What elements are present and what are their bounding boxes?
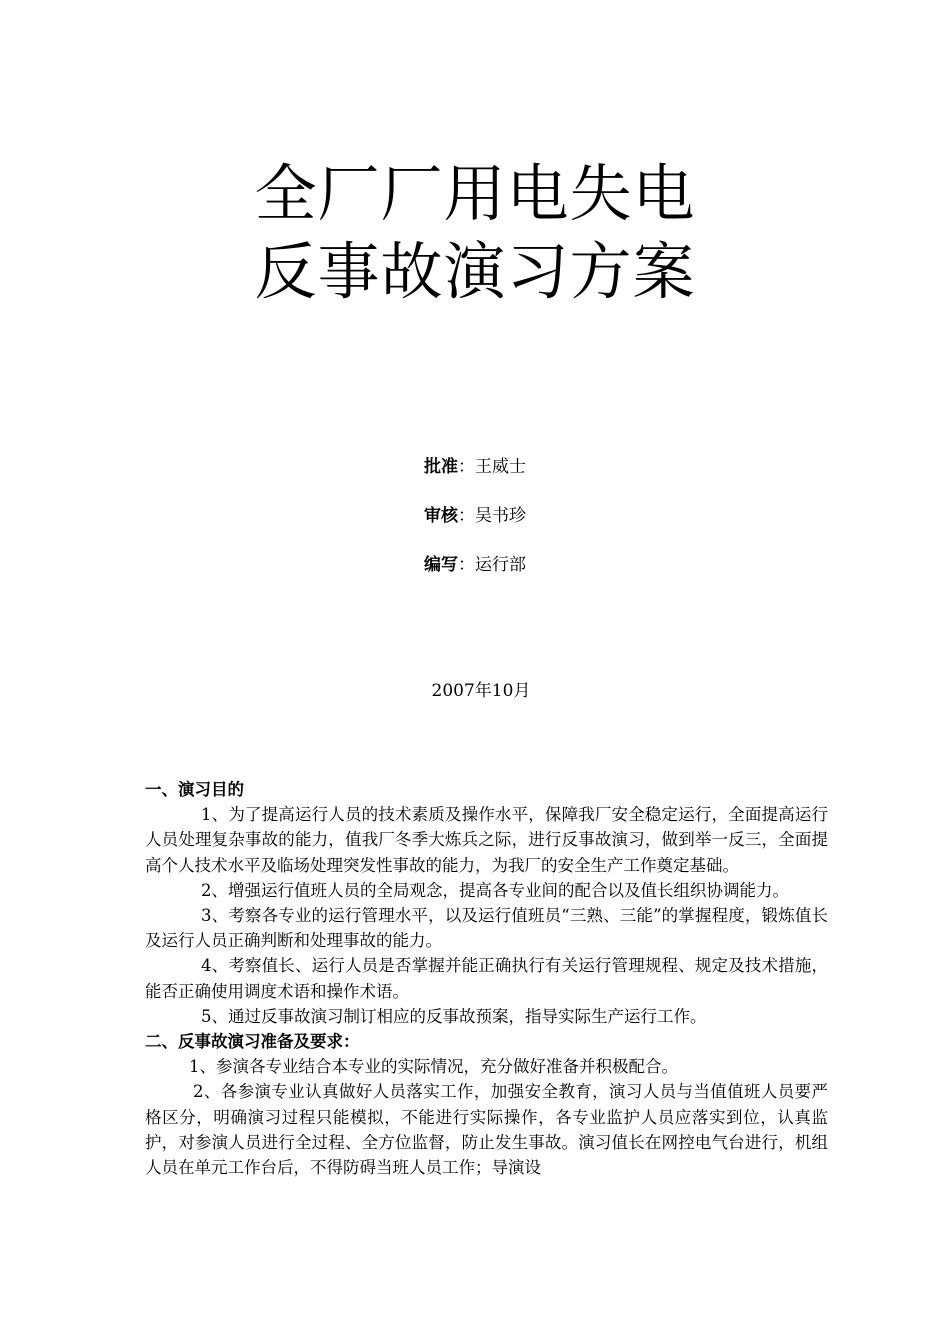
preparation-paragraph-2: 2、各参演专业认真做好人员落实工作，加强安全教育，演习人员与当值值班人员要严格区分，明确演习过程只能模拟，不能进行实际操作，各专业监护人员应落实到位，认真监护，对参演人员进行全过程、全方位监督，防止发生事故。演习值长在网控电气台进行，机组人员在单元工作台后，不得防碍当班人员工作；导演设 xyxy=(145,1082,828,1178)
approval-colon: ： xyxy=(458,457,475,477)
author-value: 运行部 xyxy=(475,555,526,575)
document-body xyxy=(145,777,828,1180)
purpose-paragraph-5: 5、通过反事故演习制订相应的反事故预案，指导实际生产运行工作。 xyxy=(201,1006,707,1026)
review-colon: ： xyxy=(458,506,475,526)
section-heading-preparation: 二、反事故演习准备及要求： xyxy=(145,1032,360,1052)
section-heading-purpose: 一、演习目的 xyxy=(145,780,244,799)
document-title-line-2: 反事故演习方案 xyxy=(254,235,696,308)
purpose-paragraph-2: 2、增强运行值班人员的全局观念，提高各专业间的配合以及值长组织协调能力。 xyxy=(201,880,789,900)
review-line xyxy=(424,504,526,528)
author-colon: ： xyxy=(458,555,475,575)
purpose-paragraph-1: 1、为了提高运行人员的技术素质及操作水平，保障我厂安全稳定运行，全面提高运行人员处理复杂事故的能力，值我厂冬季大炼兵之际，进行反事故演习，做到举一反三，全面提高个人技术水平及临场处理突发性事故的能力，为我厂的安全生产工作奠定基础。 xyxy=(145,805,828,875)
approval-value: 王威士 xyxy=(475,457,526,477)
review-value: 吴书珍 xyxy=(475,506,526,526)
preparation-paragraph-1: 1、参演各专业结合本专业的实际情况，充分做好准备并积极配合。 xyxy=(189,1057,678,1077)
approval-line xyxy=(424,455,526,479)
author-label: 编写 xyxy=(424,555,458,575)
purpose-paragraph-4: 4、考察值长、运行人员是否掌握并能正确执行有关运行管理规程、规定及技术措施，能否正确使用调度术语和操作术语。 xyxy=(145,956,828,1001)
document-date: 2007年10月 xyxy=(431,681,531,701)
author-line xyxy=(424,553,526,577)
purpose-paragraph-3: 3、考察各专业的运行管理水平，以及运行值班员“三熟、三能”的掌握程度，锻炼值长及运行人员正确判断和处理事故的能力。 xyxy=(145,906,828,951)
document-title-line-1: 全厂厂用电失电 xyxy=(254,157,696,230)
review-label: 审核 xyxy=(424,506,458,526)
approval-label: 批准 xyxy=(424,457,458,477)
